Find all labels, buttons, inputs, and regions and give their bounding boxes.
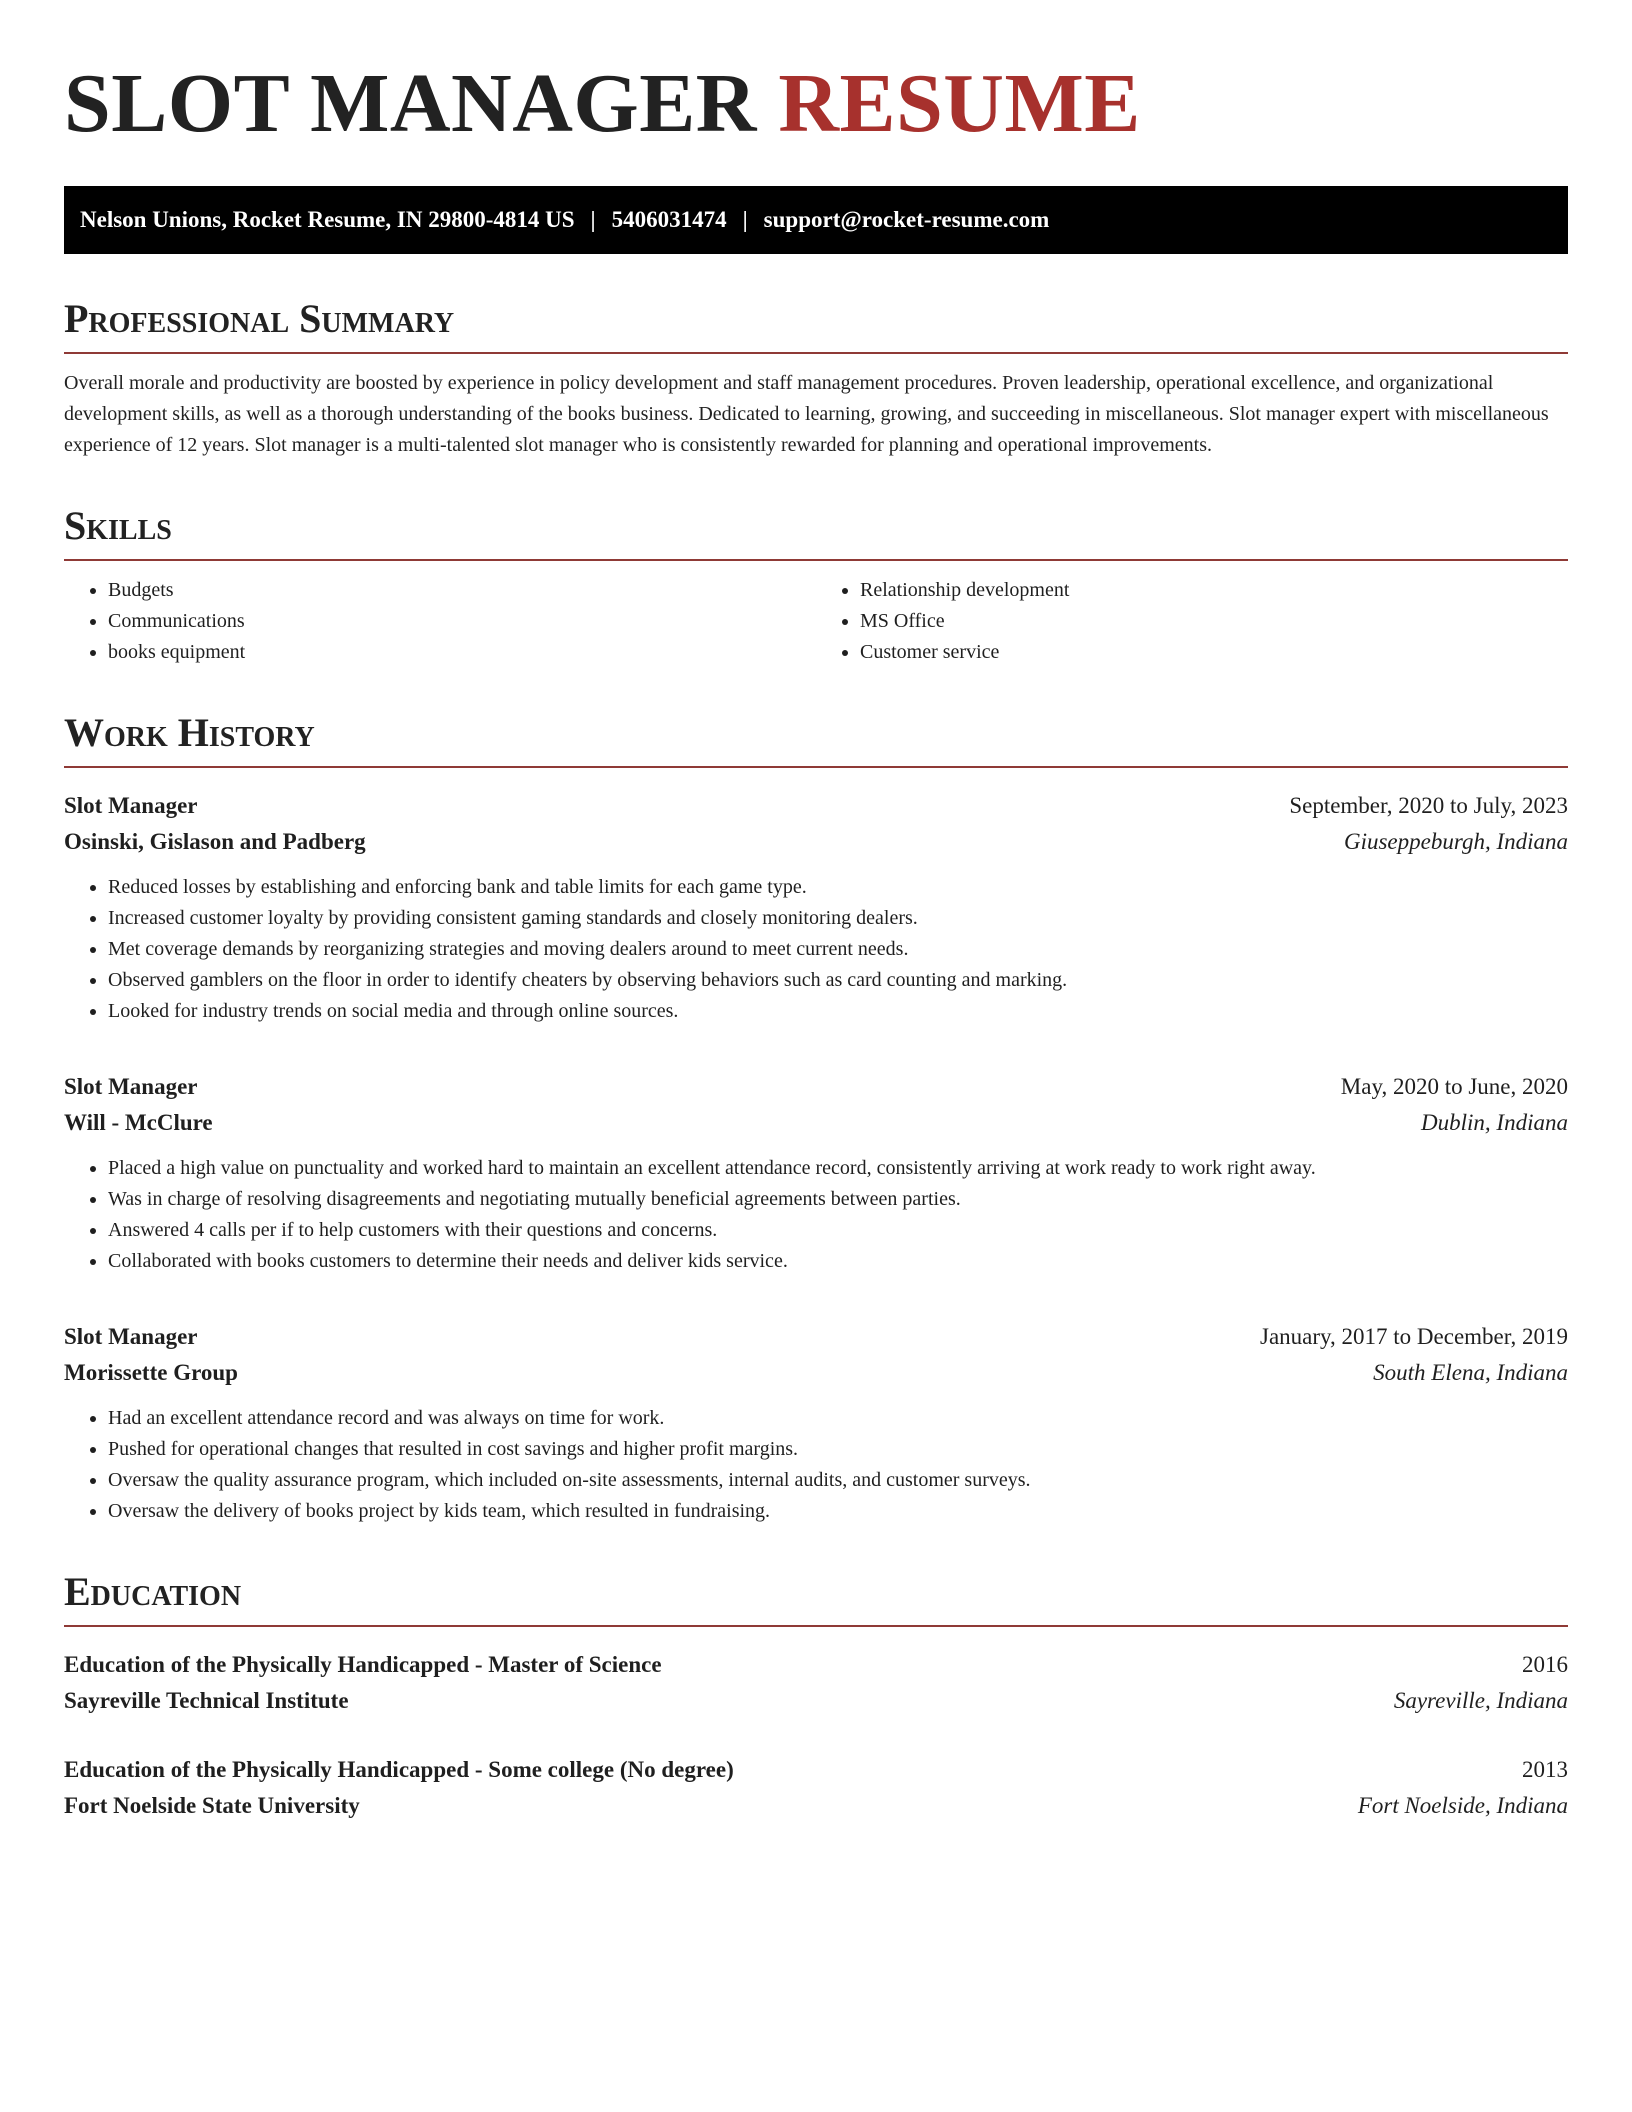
job-bullet: • Met coverage demands by reorganizing strategies and moving dealers around to meet current needs.	[108, 934, 1568, 965]
skill-item: • books equipment	[108, 637, 816, 668]
job-location: Dublin, Indiana	[1421, 1110, 1568, 1135]
education-entry	[64, 1752, 1568, 1824]
contact-address: Nelson Unions, Rocket Resume, IN 29800-4814 US	[80, 207, 575, 232]
job-entry	[64, 788, 1568, 1027]
summary-text: Overall morale and productivity are boosted by experience in policy development and staff management procedures. Proven leadership, operational excellence, and organizational development skills, as well as a thorough understanding of the books business. Dedicated to learning, growing, and succeeding in miscellaneous. Slot manager expert with miscellaneous experience of 12 years. Slot manager is a multi-talented slot manager who is consistently rewarded for planning and operational improvements.	[64, 372, 1549, 456]
education-degree-row	[64, 1647, 1568, 1683]
job-bullets	[64, 1153, 1568, 1277]
job-bullet: • Increased customer loyalty by providing consistent gaming standards and closely monitoring dealers.	[108, 903, 1568, 934]
work-history-heading: Work History	[64, 712, 1568, 768]
job-location: South Elena, Indiana	[1373, 1360, 1568, 1385]
job-entry	[64, 1319, 1568, 1527]
title-accent: RESUME	[778, 57, 1141, 150]
education-entry	[64, 1647, 1568, 1719]
skills-list-right	[816, 575, 1568, 668]
job-company: Morissette Group	[64, 1360, 238, 1385]
job-bullet: • Pushed for operational changes that resulted in cost savings and higher profit margins.	[108, 1434, 1568, 1465]
skill-item: • MS Office	[860, 606, 1568, 637]
skills-columns	[64, 575, 1568, 668]
education-school: Fort Noelside State University	[64, 1793, 360, 1818]
skills-list-left	[64, 575, 816, 668]
job-bullet: • Reduced losses by establishing and enforcing bank and table limits for each game type.	[108, 872, 1568, 903]
contact-separator: |	[742, 207, 748, 232]
contact-separator: |	[590, 207, 596, 232]
job-bullet: • Was in charge of resolving disagreements and negotiating mutually beneficial agreements between parties.	[108, 1184, 1568, 1215]
education-degree: Education of the Physically Handicapped - Some college (No degree)	[64, 1757, 734, 1782]
job-bullets	[64, 1403, 1568, 1527]
job-bullet: • Looked for industry trends on social media and through online sources.	[108, 996, 1568, 1027]
skills-section	[64, 505, 1568, 668]
education-year: 2013	[1522, 1757, 1568, 1782]
job-title: Slot Manager	[64, 1074, 198, 1099]
job-bullet: • Placed a high value on punctuality and worked hard to maintain an excellent attendance record, consistently arriving at work ready to work right away.	[108, 1153, 1568, 1184]
summary-heading: Professional Summary	[64, 298, 1568, 354]
skill-item: • Communications	[108, 606, 816, 637]
job-bullet: • Had an excellent attendance record and was always on time for work.	[108, 1403, 1568, 1434]
contact-email: support@rocket-resume.com	[763, 207, 1050, 232]
summary-section	[64, 298, 1568, 461]
job-bullet: • Oversaw the delivery of books project by kids team, which resulted in fundraising.	[108, 1496, 1568, 1527]
education-school-row	[64, 1788, 1568, 1824]
work-history-section	[64, 712, 1568, 1527]
education-degree: Education of the Physically Handicapped - Master of Science	[64, 1652, 662, 1677]
job-header-row	[64, 1319, 1568, 1355]
job-dates: January, 2017 to December, 2019	[1260, 1324, 1568, 1349]
job-company-row	[64, 824, 1568, 860]
skill-item: • Relationship development	[860, 575, 1568, 606]
contact-bar	[64, 186, 1568, 254]
skill-item: • Customer service	[860, 637, 1568, 668]
title-main: SLOT MANAGER	[64, 57, 757, 150]
education-school: Sayreville Technical Institute	[64, 1688, 349, 1713]
job-dates: September, 2020 to July, 2023	[1289, 793, 1568, 818]
job-bullet: • Oversaw the quality assurance program, which included on-site assessments, internal audits, and customer surveys.	[108, 1465, 1568, 1496]
education-degree-row	[64, 1752, 1568, 1788]
job-bullet: • Collaborated with books customers to determine their needs and deliver kids service.	[108, 1246, 1568, 1277]
education-location: Fort Noelside, Indiana	[1357, 1793, 1568, 1818]
job-bullets	[64, 872, 1568, 1027]
job-company: Will - McClure	[64, 1110, 213, 1135]
education-location: Sayreville, Indiana	[1393, 1688, 1568, 1713]
job-company: Osinski, Gislason and Padberg	[64, 829, 366, 854]
job-location: Giuseppeburgh, Indiana	[1343, 829, 1568, 854]
education-year: 2016	[1522, 1652, 1568, 1677]
job-bullet: • Answered 4 calls per if to help customers with their questions and concerns.	[108, 1215, 1568, 1246]
job-bullet: • Observed gamblers on the floor in order to identify cheaters by observing behaviors such as card counting and marking.	[108, 965, 1568, 996]
job-dates: May, 2020 to June, 2020	[1340, 1074, 1568, 1099]
job-company-row	[64, 1355, 1568, 1391]
education-section	[64, 1571, 1568, 1824]
job-title: Slot Manager	[64, 1324, 198, 1349]
resume-title	[64, 56, 1568, 152]
job-header-row	[64, 788, 1568, 824]
job-header-row	[64, 1069, 1568, 1105]
contact-phone: 5406031474	[611, 207, 727, 232]
job-entry	[64, 1069, 1568, 1277]
job-title: Slot Manager	[64, 793, 198, 818]
skills-heading: Skills	[64, 505, 1568, 561]
skill-item: • Budgets	[108, 575, 816, 606]
job-company-row	[64, 1105, 1568, 1141]
education-school-row	[64, 1683, 1568, 1719]
education-heading: Education	[64, 1571, 1568, 1627]
